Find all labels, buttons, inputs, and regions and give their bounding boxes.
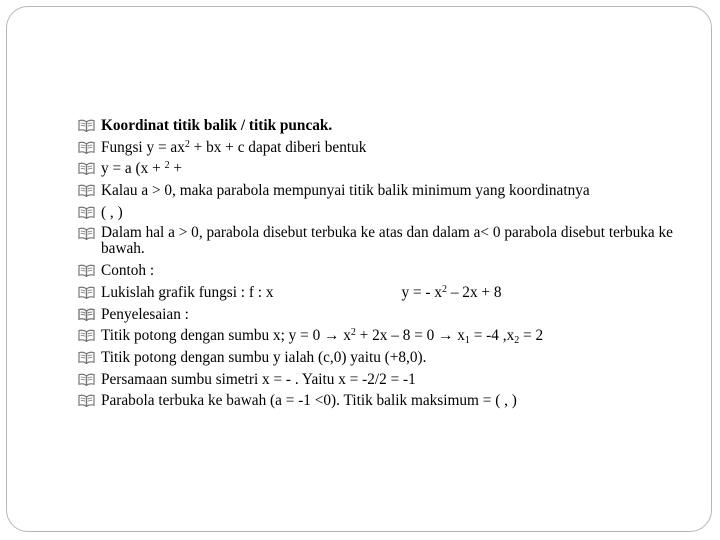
item-text: y = a (x + $^2$ + — [101, 160, 183, 178]
open-book-icon — [78, 308, 95, 321]
item-text: Contoh : — [101, 262, 155, 280]
item-text: Persamaan sumbu simetri x = - . Yaitu x = -2/2 = -1 — [101, 370, 416, 388]
bullet-list — [78, 117, 698, 414]
item-text: Kalau a > 0, maka parabola mempunyai titik balik minimum yang koordinatnya — [101, 182, 590, 200]
list-item — [78, 225, 698, 257]
open-book-icon — [78, 227, 95, 240]
list-item — [78, 262, 698, 279]
open-book-icon — [78, 162, 95, 175]
open-book-icon — [78, 394, 95, 407]
open-book-icon — [78, 184, 95, 197]
open-book-icon — [78, 351, 95, 364]
open-book-icon — [78, 286, 95, 299]
open-book-icon — [78, 206, 95, 219]
item-text: Parabola terbuka ke bawah (a = -1 <0). Titik balik maksimum = ( , ) — [101, 392, 517, 410]
list-item — [78, 204, 698, 221]
open-book-icon — [78, 141, 95, 154]
list-item — [78, 139, 698, 156]
item-text: Penyelesaian : — [101, 305, 189, 323]
open-book-icon — [78, 329, 95, 342]
list-item — [78, 306, 698, 323]
list-item — [78, 392, 698, 409]
list-item — [78, 117, 698, 134]
list-item — [78, 284, 698, 301]
list-item — [78, 327, 698, 347]
list-item — [78, 182, 698, 199]
open-book-icon — [78, 264, 95, 277]
item-text: Dalam hal a > 0, parabola disebut terbuka ke atas dan dalam a< 0 parabola disebut terbuka ke bawah. — [101, 224, 673, 258]
heading-text: Koordinat titik balik / titik puncak. — [101, 117, 333, 134]
list-item — [78, 160, 698, 177]
list-item — [78, 371, 698, 388]
item-text: ( , ) — [101, 203, 123, 221]
item-text: Fungsi $y = ax^2$ + bx + c dapat diberi bentuk — [101, 138, 367, 156]
item-text: Titik potong dengan sumbu y ialah (c,0) yaitu (+8,0). — [101, 348, 427, 366]
list-item — [78, 349, 698, 366]
item-text: Titik potong dengan sumbu x; $y = 0 \to x^2 + 2x - 8 = 0 \to x_1 = -4$ $,x_2 = 2$ — [101, 327, 544, 347]
item-text: Lukislah grafik fungsi : f : x y = - $x^2 - 2x + 8$ — [101, 283, 502, 301]
open-book-icon — [78, 373, 95, 386]
open-book-icon — [78, 119, 95, 132]
